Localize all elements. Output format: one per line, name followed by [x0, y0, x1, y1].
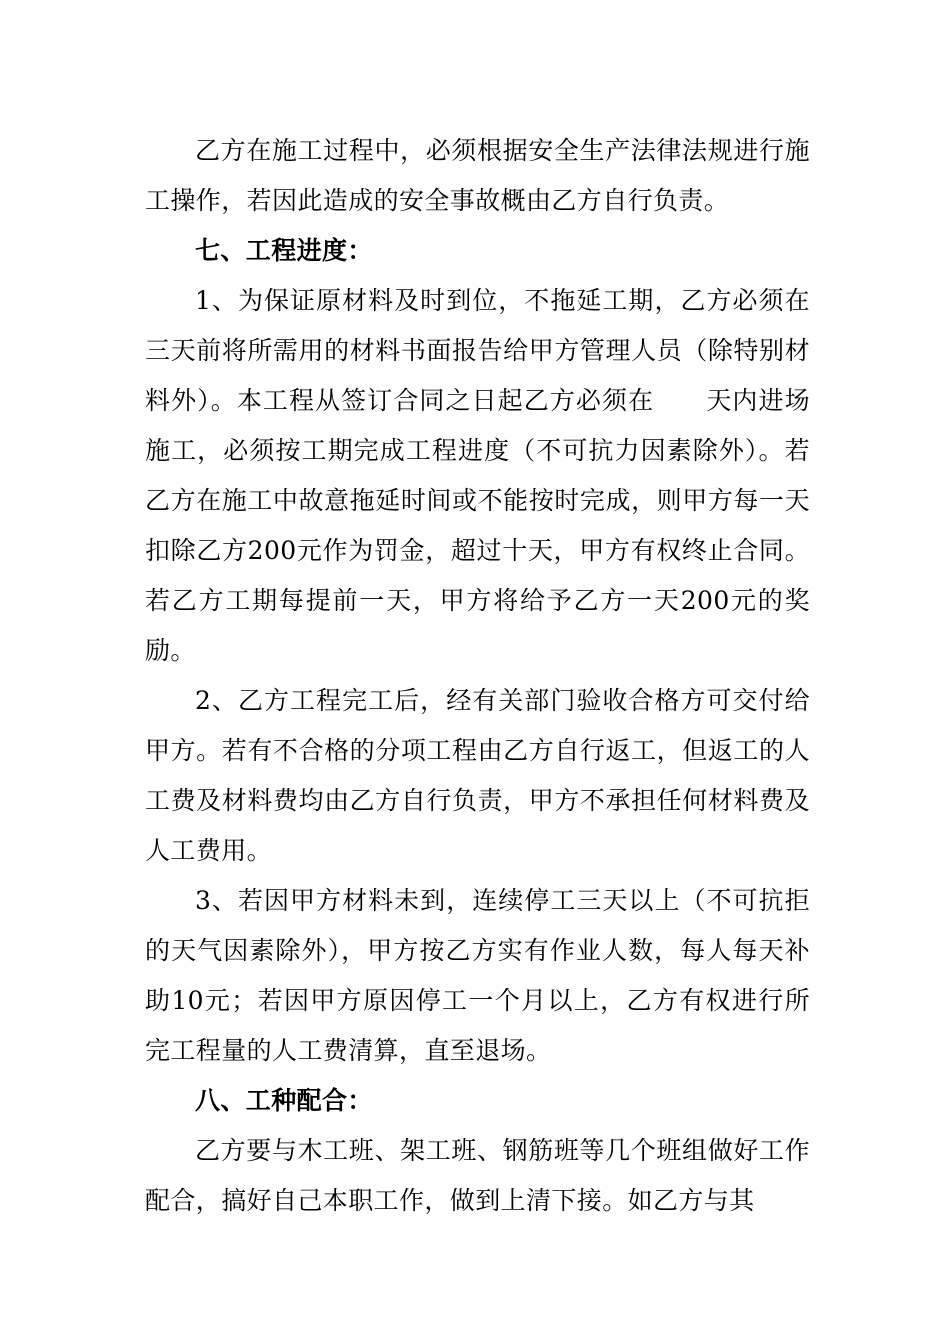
document-body	[145, 126, 810, 1226]
section-heading-progress: 七、工程进度：	[195, 236, 373, 265]
paragraph-progress-2: 2、乙方工程完工后，经有关部门验收合格方可交付给甲方。若有不合格的分项工程由乙方自行返工，但返工的人工费及材料费均由乙方自行负责，甲方不承担任何材料费及人工费用。	[145, 686, 810, 865]
section-heading-coordination: 八、工种配合：	[195, 1086, 373, 1115]
paragraph-coordination: 乙方要与木工班、架工班、钢筋班等几个班组做好工作配合，搞好自己本职工作，做到上清下接。如乙方与其	[145, 1136, 810, 1215]
paragraph-progress-1: 1、为保证原材料及时到位，不拖延工期，乙方必须在三天前将所需用的材料书面报告给甲方管理人员（除特别材料外）。本工程从签订合同之日起乙方必须在 天内进场施工，必须按工期完成工程进度（不可抗力因素除外）。若乙方在施工中故意拖延时间或不能按时完成，则甲方每一天扣除乙方200元作为罚金，超过十天，甲方有权终止合同。若乙方工期每提前一天，甲方将给予乙方一天200元的奖励。	[145, 286, 810, 665]
paragraph-safety: 乙方在施工过程中，必须根据安全生产法律法规进行施工操作，若因此造成的安全事故概由乙方自行负责。	[145, 136, 810, 215]
paragraph-progress-3: 3、若因甲方材料未到，连续停工三天以上（不可抗拒的天气因素除外），甲方按乙方实有作业人数，每人每天补助10元；若因甲方原因停工一个月以上，乙方有权进行所完工程量的人工费清算，直至退场。	[145, 886, 810, 1065]
